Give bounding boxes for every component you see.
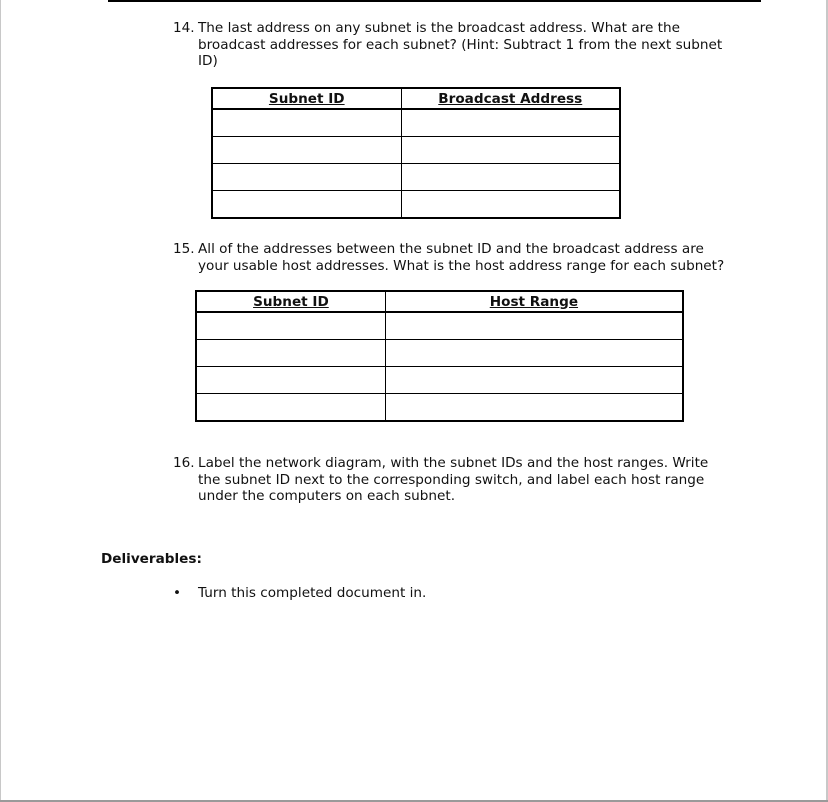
question-line: Label the network diagram, with the subnet IDs and the host ranges. Write xyxy=(198,455,709,471)
host-range-cell[interactable] xyxy=(385,340,683,367)
subnet-id-cell[interactable] xyxy=(212,164,401,191)
deliverables-heading: Deliverables: xyxy=(101,551,202,567)
broadcast-address-cell[interactable] xyxy=(401,109,620,137)
question-text xyxy=(198,455,708,505)
question-line: your usable host addresses. What is the host address range for each subnet? xyxy=(198,257,725,274)
table-header-row xyxy=(212,88,620,109)
subnet-id-cell[interactable] xyxy=(196,367,385,394)
host-range-cell[interactable] xyxy=(385,312,683,340)
broadcast-address-cell[interactable] xyxy=(401,164,620,191)
host-range-cell[interactable] xyxy=(385,394,683,422)
question-14 xyxy=(173,20,733,72)
question-line: broadcast addresses for each subnet? (Hint: Subtract 1 from the next subnet xyxy=(198,36,723,53)
top-horizontal-rule xyxy=(108,0,761,2)
subnet-id-cell[interactable] xyxy=(196,394,385,422)
table-row xyxy=(196,312,683,340)
subnet-id-cell[interactable] xyxy=(196,312,385,340)
question-16 xyxy=(173,455,733,507)
page-left-border xyxy=(0,0,1,802)
subnet-id-cell[interactable] xyxy=(212,191,401,219)
host-range-table xyxy=(195,290,684,422)
subnet-id-cell[interactable] xyxy=(196,340,385,367)
table-row xyxy=(212,191,620,219)
column-header-broadcast-address: Broadcast Address xyxy=(401,88,620,109)
broadcast-address-cell[interactable] xyxy=(401,191,620,219)
column-header-host-range: Host Range xyxy=(385,291,683,312)
question-line: All of the addresses between the subnet ID and the broadcast address are xyxy=(198,241,704,257)
table-row xyxy=(196,367,683,394)
subnet-id-cell[interactable] xyxy=(212,137,401,164)
host-range-cell[interactable] xyxy=(385,367,683,394)
table-header-row xyxy=(196,291,683,312)
question-number: 14. xyxy=(173,20,195,36)
bullet-icon: • xyxy=(173,585,182,601)
table-row xyxy=(196,340,683,367)
question-15 xyxy=(173,241,733,275)
table-row xyxy=(196,394,683,422)
question-number: 16. xyxy=(173,455,195,471)
broadcast-address-cell[interactable] xyxy=(401,137,620,164)
question-line: The last address on any subnet is the broadcast address. What are the xyxy=(198,20,680,36)
subnet-id-cell[interactable] xyxy=(212,109,401,137)
question-text xyxy=(198,20,722,70)
deliverable-text: Turn this completed document in. xyxy=(198,585,427,601)
column-header-subnet-id: Subnet ID xyxy=(196,291,385,312)
broadcast-address-table xyxy=(211,87,621,219)
question-number: 15. xyxy=(173,241,195,257)
column-header-subnet-id: Subnet ID xyxy=(212,88,401,109)
question-line: the subnet ID next to the corresponding switch, and label each host range xyxy=(198,471,705,488)
table-row xyxy=(212,164,620,191)
question-line: ID) xyxy=(198,53,218,69)
question-text xyxy=(198,241,724,274)
table-row xyxy=(212,137,620,164)
question-line: under the computers on each subnet. xyxy=(198,488,456,504)
table-row xyxy=(212,109,620,137)
